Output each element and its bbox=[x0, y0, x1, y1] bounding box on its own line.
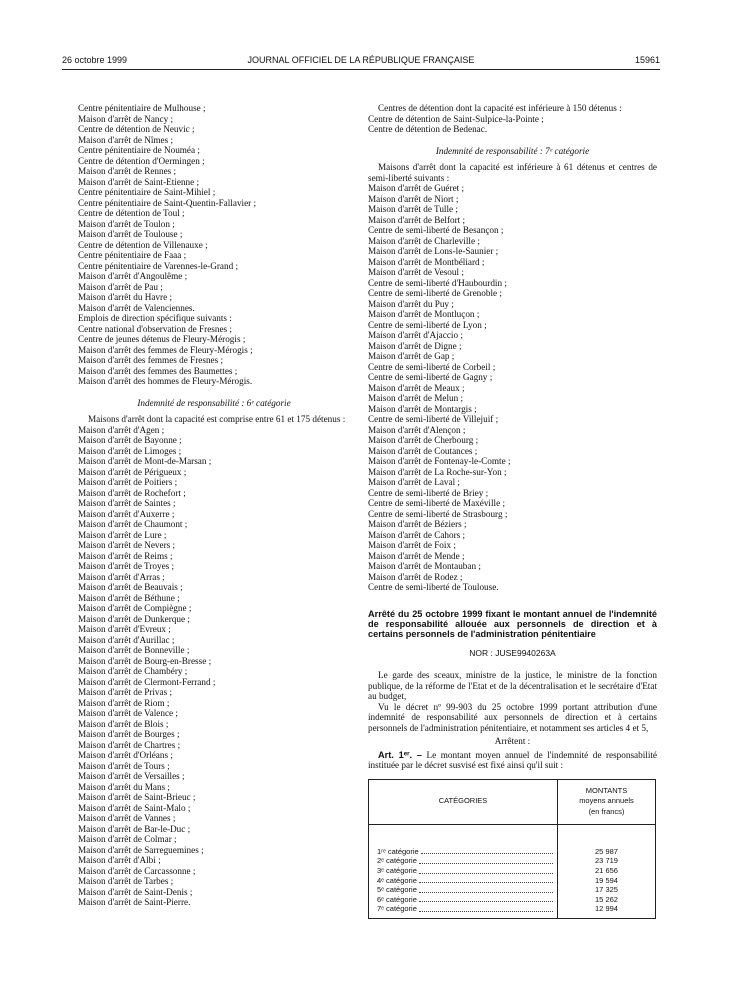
right-column bbox=[368, 103, 657, 919]
list-item: Maison d'arrêt d'Angoulême ; bbox=[78, 271, 188, 281]
list-item: Maison d'arrêt d'Arras ; bbox=[78, 571, 165, 582]
list-item: Maison d'arrêt de Rodez ; bbox=[368, 571, 463, 582]
page-header bbox=[62, 55, 660, 69]
list-item: Centre de semi-liberté de Toulouse. bbox=[368, 582, 499, 592]
list-item: Maison d'arrêt de Béthune ; bbox=[78, 592, 180, 603]
list-item: Maison d'arrêt de Toulon ; bbox=[78, 218, 175, 229]
list-item: Maison d'arrêt de Valence ; bbox=[78, 708, 178, 718]
list-item: Centre de détention de Villenauxe ; bbox=[78, 239, 208, 250]
category-amount: 23 719 bbox=[595, 856, 618, 866]
category-6-list bbox=[78, 425, 350, 908]
leader-dots bbox=[419, 904, 553, 912]
article-1 bbox=[368, 750, 657, 771]
list-item: Centre pénitentiaire de Saint-Mihiel ; bbox=[78, 187, 216, 197]
list-item: Maison d'arrêt de Bar-le-Duc ; bbox=[78, 823, 191, 834]
list-item: Maison d'arrêt du Mans ; bbox=[78, 781, 170, 792]
list-item: Maison d'arrêt de Cahors ; bbox=[368, 529, 466, 540]
table-body-row bbox=[369, 824, 656, 918]
list-item: Maison d'arrêt de Valenciennes. bbox=[78, 302, 195, 313]
list-item: Maison d'arrêt de Saint-Malo ; bbox=[78, 802, 191, 813]
category-label: 1ʳᵉ catégorie bbox=[377, 846, 419, 856]
list-item: Maison d'arrêt de Cherbourg ; bbox=[368, 435, 479, 445]
list-item: Maison d'arrêt de Montluçon ; bbox=[368, 309, 480, 319]
list-item: Maison d'arrêt de Montauban ; bbox=[368, 561, 481, 571]
list-item: Maison d'arrêt de Meaux ; bbox=[368, 382, 465, 393]
leader-dots bbox=[419, 895, 553, 903]
article-1-label: Art. 1ᵉʳ. – bbox=[378, 749, 422, 760]
leader-dots bbox=[419, 856, 553, 864]
table-header-row bbox=[369, 779, 656, 824]
category-amount: 15 262 bbox=[595, 894, 618, 904]
category-row bbox=[369, 895, 557, 905]
list-item: Maison d'arrêt des femmes de Fleury-Mérogis ; bbox=[78, 344, 253, 355]
category-label: 2ᵉ catégorie bbox=[377, 856, 417, 866]
heading-category-7: Indemnité de responsabilité : 7ᵉ catégorie bbox=[435, 145, 590, 156]
header-rule bbox=[62, 69, 660, 70]
heading-category-6: Indemnité de responsabilité : 6ᵉ catégorie bbox=[137, 397, 291, 408]
list-item: Maison d'arrêt de Limoges ; bbox=[78, 445, 182, 456]
list-item: Maison d'arrêt de Mont-de-Marsan ; bbox=[78, 456, 212, 466]
category-label: 7ᵉ catégorie bbox=[377, 904, 417, 914]
category-6-intro: Maisons d'arrêt dont la capacité est comprise entre 61 et 175 détenus : bbox=[88, 414, 346, 424]
list-item: Maison d'arrêt de Pau ; bbox=[78, 281, 163, 292]
list-item: Maison d'arrêt de Toulouse ; bbox=[78, 229, 183, 239]
list-item: Maison d'arrêt de Troyes ; bbox=[78, 561, 175, 571]
leader-dots bbox=[419, 876, 553, 884]
list-item: Maison d'arrêt de Reims ; bbox=[78, 550, 173, 561]
list-item: Maison d'arrêt d'Auxerre ; bbox=[78, 508, 175, 519]
list-item: Maison d'arrêt d'Albi ; bbox=[78, 855, 161, 865]
amounts-table bbox=[368, 779, 656, 919]
list-item: Centre pénitentiaire de Nouméa ; bbox=[78, 145, 200, 155]
list-item: Maison d'arrêt d'Aurillac ; bbox=[78, 634, 175, 645]
list-item: Maison d'arrêt de Riom ; bbox=[78, 697, 170, 708]
list-item: Maison d'arrêt de Foix ; bbox=[368, 540, 456, 550]
list-item: Maison d'arrêt de Périgueux ; bbox=[78, 466, 187, 477]
article-1-text: Le montant moyen annuel de l'indemnité de responsabilité instituée par le décret susvisé est fixé ainsi qu'il suit : bbox=[368, 749, 658, 771]
list-item: Centre de détention de Toul ; bbox=[78, 208, 185, 218]
amounts-cell bbox=[558, 824, 656, 918]
category-amount: 19 594 bbox=[595, 875, 618, 885]
list-item: Maison d'arrêt de Vesoul ; bbox=[368, 267, 464, 277]
list-item: Maison d'arrêt du Havre ; bbox=[78, 292, 173, 302]
leader-dots bbox=[421, 847, 553, 855]
header-date: 26 octobre 1999 bbox=[62, 55, 128, 65]
category-row bbox=[369, 885, 557, 895]
list-item: Maison d'arrêt de Privas ; bbox=[78, 687, 173, 697]
list-item: Maison d'arrêt de Nancy ; bbox=[78, 113, 174, 124]
list-item: Maison d'arrêt de Nîmes ; bbox=[78, 134, 174, 145]
list-item: Maison d'arrêt de Montargis ; bbox=[368, 403, 477, 414]
category-row bbox=[369, 856, 557, 866]
amounts-header-line-3: (en francs) bbox=[588, 806, 625, 816]
list-item: Centre de semi-liberté de Grenoble ; bbox=[368, 288, 502, 298]
list-item: Maison d'arrêt du Puy ; bbox=[368, 298, 454, 309]
list-item: Maison d'arrêt d'Orléans ; bbox=[78, 750, 173, 760]
category-amount: 25 987 bbox=[595, 846, 618, 856]
list-item: Maison d'arrêt de Lure ; bbox=[78, 529, 167, 540]
list-item: Centre national d'observation de Fresnes ; bbox=[78, 323, 232, 334]
list-item: Maison d'arrêt des femmes des Baumettes ; bbox=[78, 365, 238, 376]
list-item: Maison d'arrêt de Versailles ; bbox=[78, 771, 185, 781]
establishment-list-1 bbox=[78, 103, 350, 313]
list-item: Maison d'arrêt de Tulle ; bbox=[368, 204, 458, 214]
list-item: Centre de détention de Bedenac. bbox=[368, 124, 488, 134]
list-item: Centre de semi-liberté de Villejuif ; bbox=[368, 414, 499, 424]
header-journal-title: JOURNAL OFFICIEL DE LA RÉPUBLIQUE FRANÇAISE bbox=[247, 55, 475, 65]
list-item: Maison d'arrêt de Belfort ; bbox=[368, 214, 466, 225]
list-item: Maison d'arrêt de Melun ; bbox=[368, 393, 464, 403]
category-7-intro: Maisons d'arrêt dont la capacité est inférieure à 61 détenus et centres de semi-liberté suivants : bbox=[368, 162, 657, 183]
category-row bbox=[369, 866, 557, 876]
table-header-categories: CATÉGORIES bbox=[369, 779, 558, 824]
list-item: Centre de semi-liberté de Besançon ; bbox=[368, 225, 504, 235]
detention-centres-intro: Centres de détention dont la capacité est inférieure à 150 détenus : bbox=[378, 103, 622, 113]
list-item: Centre de jeunes détenus de Fleury-Mérogis ; bbox=[78, 334, 246, 344]
arrete-title: Arrêté du 25 octobre 1999 fixant le montant annuel de l'indemnité de responsabilité allouée aux personnels de direction et à certains personnels de l'administration pénitentiaire bbox=[368, 608, 657, 640]
list-item: Maison d'arrêt des femmes de Fresnes ; bbox=[78, 355, 224, 365]
list-item: Centre de semi-liberté de Strasbourg ; bbox=[368, 508, 508, 519]
category-label: 3ᵉ catégorie bbox=[377, 865, 417, 875]
category-label: 6ᵉ catégorie bbox=[377, 894, 417, 904]
category-row bbox=[369, 904, 557, 914]
leader-dots bbox=[419, 866, 553, 874]
category-amount: 12 994 bbox=[595, 904, 618, 914]
list-item: Centre de détention d'Oermingen ; bbox=[78, 155, 205, 166]
vu-paragraph: Vu le décret nº 99-903 du 25 octobre 1999 portant attribution d'une indemnité de responsabilité aux personnels de direction et à certains personnels de l'administration pénitentiaire, et notamment ses articles 4 et 5, bbox=[368, 701, 657, 733]
header-page-number: 15961 bbox=[634, 55, 660, 65]
category-amount: 21 656 bbox=[595, 865, 618, 875]
list-item: Maison d'arrêt de Lons-le-Saunier ; bbox=[368, 246, 499, 256]
category-row bbox=[369, 847, 557, 857]
list-item: Maison d'arrêt de Vannes ; bbox=[78, 813, 176, 823]
list-item: Centre de semi-liberté de Gagny ; bbox=[368, 372, 493, 382]
category-amount: 17 325 bbox=[595, 885, 618, 895]
list-item: Maison d'arrêt de Blois ; bbox=[78, 718, 169, 729]
list-item: Maison d'arrêt de Charleville ; bbox=[368, 235, 480, 246]
list-item: Maison d'arrêt de Digne ; bbox=[368, 340, 462, 351]
list-item: Maison d'arrêt de Saintes ; bbox=[78, 498, 176, 508]
list-item: Centre de semi-liberté de Briey ; bbox=[368, 487, 489, 498]
list-item: Maison d'arrêt de Carcassonne ; bbox=[78, 865, 196, 876]
list-item: Centre pénitentiaire de Faaa ; bbox=[78, 250, 187, 260]
list-item: Centre de détention de Neuvic ; bbox=[78, 124, 195, 134]
list-item: Maison d'arrêt de Saint-Etienne ; bbox=[78, 176, 200, 187]
amounts-header-line-1: MONTANTS bbox=[585, 785, 628, 795]
category-7-list bbox=[368, 183, 657, 593]
list-item: Maison d'arrêt de Béziers ; bbox=[368, 519, 467, 529]
category-row bbox=[369, 876, 557, 886]
list-item: Maison d'arrêt de Saint-Pierre. bbox=[78, 897, 191, 907]
list-item: Maison d'arrêt d'Alençon ; bbox=[368, 424, 466, 435]
list-item: Maison d'arrêt de Dunkerque ; bbox=[78, 613, 190, 624]
list-item: Maison d'arrêt de Rochefort ; bbox=[78, 487, 186, 498]
detention-centres-list bbox=[368, 114, 657, 135]
list-item: Centre pénitentiaire de Saint-Quentin-Fallavier ; bbox=[78, 197, 257, 208]
list-item: Maison d'arrêt de Bourg-en-Bresse ; bbox=[78, 655, 212, 666]
list-item: Maison d'arrêt de Chaumont ; bbox=[78, 519, 188, 529]
list-item: Maison d'arrêt de Nevers ; bbox=[78, 540, 176, 550]
list-item: Maison d'arrêt de Laval ; bbox=[368, 477, 460, 487]
list-item: Maison d'arrêt de Saint-Brieuc ; bbox=[78, 792, 196, 802]
list-item: Maison d'arrêt de Montbéliard ; bbox=[368, 256, 485, 267]
category-label: 4ᵉ catégorie bbox=[377, 875, 417, 885]
list-item: Maison d'arrêt d'Evreux ; bbox=[78, 624, 171, 634]
list-item: Maison d'arrêt de Fontenay-le-Comte ; bbox=[368, 456, 511, 466]
list-item: Maison d'arrêt de Bourges ; bbox=[78, 729, 180, 739]
list-item: Maison d'arrêt de Niort ; bbox=[368, 193, 459, 204]
list-item: Centre de semi-liberté de Maxéville ; bbox=[368, 498, 505, 508]
list-item: Maison d'arrêt de Coutances ; bbox=[368, 445, 478, 456]
list-item: Maison d'arrêt de Poitiers ; bbox=[78, 477, 178, 487]
nor-reference: NOR : JUSE9940263A bbox=[469, 647, 556, 658]
list-item: Centre pénitentiaire de Varennes-le-Grand ; bbox=[78, 260, 239, 271]
list-item: Centre de semi-liberté d'Haubourdin ; bbox=[368, 277, 507, 288]
list-item: Maison d'arrêt de Sarreguemines ; bbox=[78, 844, 204, 855]
list-item: Maison d'arrêt de Chambéry ; bbox=[78, 666, 188, 676]
left-column bbox=[78, 103, 350, 908]
list-2-intro: Emplois de direction spécifique suivants : bbox=[78, 313, 232, 323]
list-item: Centre de détention de Saint-Sulpice-la-Pointe ; bbox=[368, 113, 544, 124]
list-item: Maison d'arrêt de Mende ; bbox=[368, 550, 465, 561]
list-item: Maison d'arrêt d'Agen ; bbox=[78, 424, 165, 435]
categories-cell bbox=[369, 824, 558, 918]
list-item: Maison d'arrêt de Gap ; bbox=[368, 351, 455, 361]
list-item: Maison d'arrêt de Guéret ; bbox=[368, 183, 465, 193]
list-item: Centre pénitentiaire de Mulhouse ; bbox=[78, 103, 206, 113]
preamble-paragraph: Le garde des sceaux, ministre de la justice, le ministre de la fonction publique, de la réforme de l'Etat et de la décentralisation et le secrétaire d'Etat au budget, bbox=[368, 670, 657, 702]
table-header-amounts bbox=[558, 779, 656, 824]
list-item: Maison d'arrêt de Saint-Denis ; bbox=[78, 886, 193, 897]
leader-dots bbox=[419, 885, 553, 893]
list-item: Maison d'arrêt de Compiègne ; bbox=[78, 603, 192, 613]
list-item: Maison d'arrêt de Tarbes ; bbox=[78, 876, 174, 886]
list-item: Maison d'arrêt de Bonneville ; bbox=[78, 645, 190, 655]
list-item: Maison d'arrêt de Tours ; bbox=[78, 760, 170, 771]
list-item: Centre de semi-liberté de Corbeil ; bbox=[368, 361, 496, 372]
list-item: Maison d'arrêt de Bayonne ; bbox=[78, 435, 182, 445]
list-item: Maison d'arrêt de Rennes ; bbox=[78, 166, 177, 176]
list-item: Maison d'arrêt de Clermont-Ferrand ; bbox=[78, 676, 216, 687]
amounts-header-line-2: moyens annuels bbox=[579, 796, 634, 806]
list-item: Maison d'arrêt de Chartres ; bbox=[78, 739, 181, 750]
list-item: Maison d'arrêt des hommes de Fleury-Mérogis. bbox=[78, 376, 253, 386]
list-item: Maison d'arrêt de La Roche-sur-Yon ; bbox=[368, 466, 507, 477]
list-item: Centre de semi-liberté de Lyon ; bbox=[368, 319, 487, 330]
arretent-label: Arrêtent : bbox=[494, 736, 531, 747]
category-label: 5ᵉ catégorie bbox=[377, 885, 417, 895]
list-item: Maison d'arrêt d'Ajaccio ; bbox=[368, 330, 463, 340]
list-item: Maison d'arrêt de Beauvais ; bbox=[78, 582, 183, 592]
list-item: Maison d'arrêt de Colmar ; bbox=[78, 834, 177, 844]
establishment-list-2 bbox=[78, 324, 350, 387]
